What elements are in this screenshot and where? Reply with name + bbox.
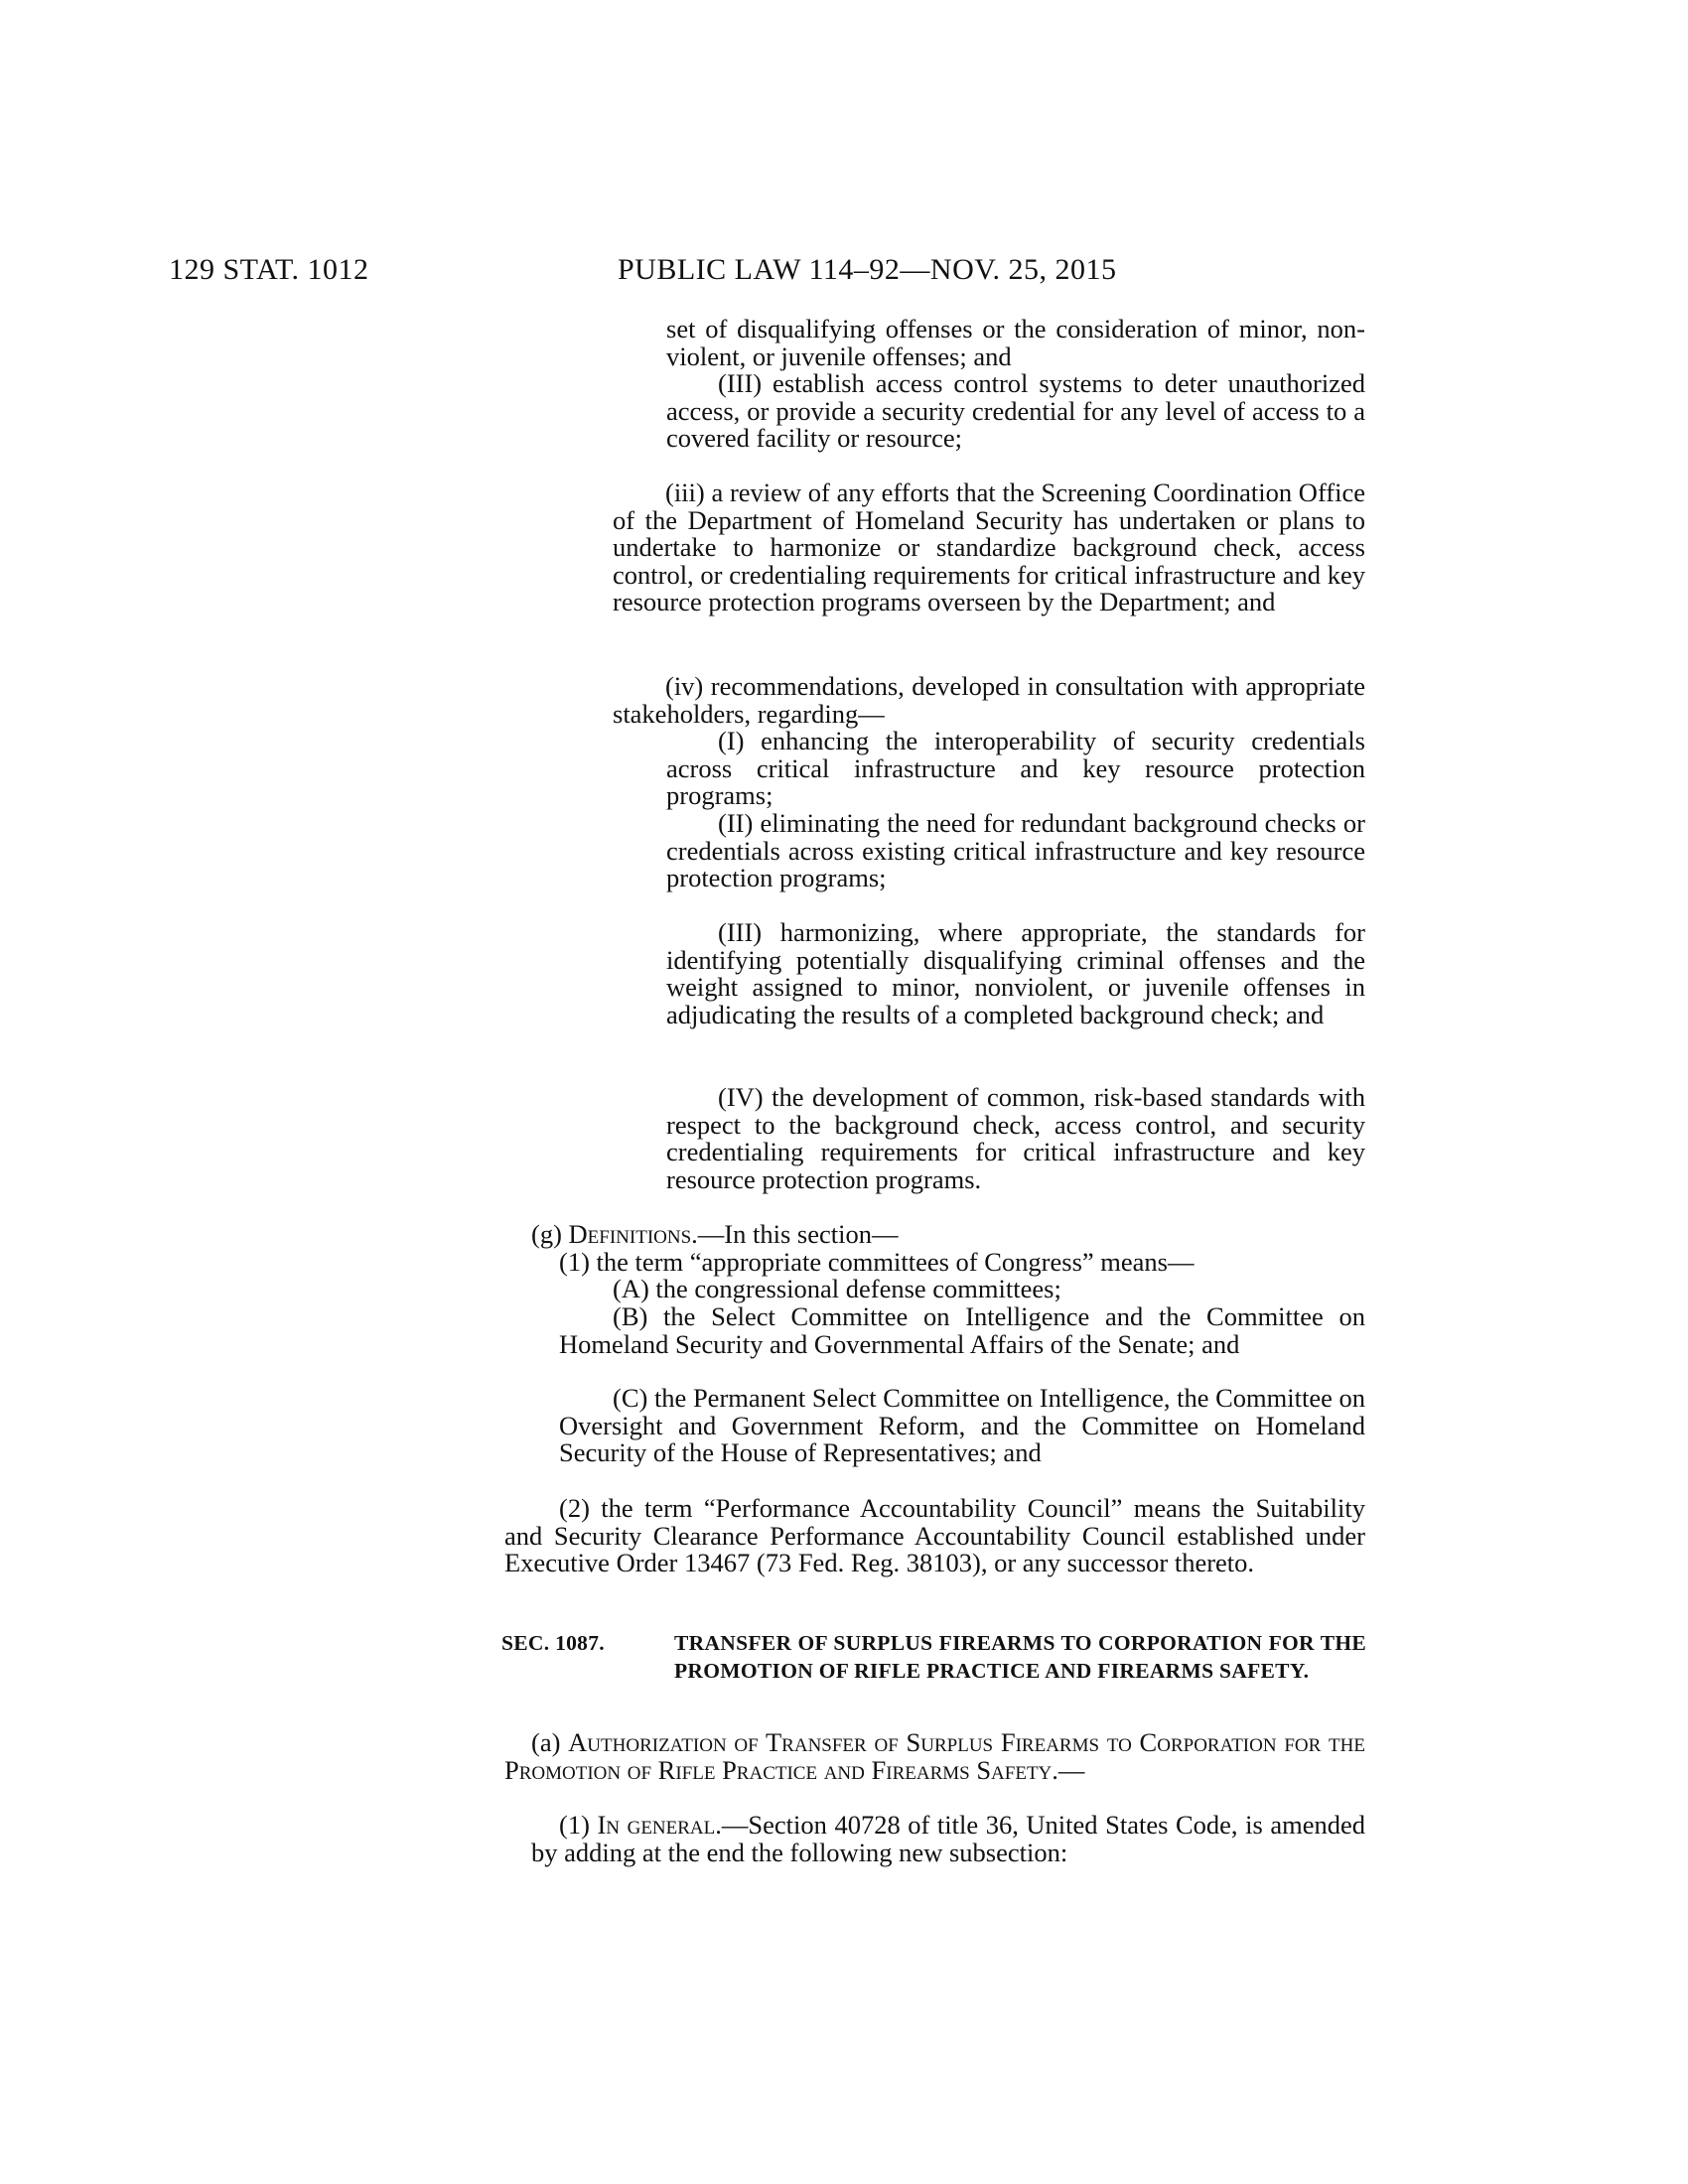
- page-reference: 129 STAT. 1012: [169, 253, 369, 286]
- paragraph-a-1-label: (1): [559, 1810, 598, 1840]
- subsection-a: [504, 1729, 1365, 1784]
- definition-1-a: (A) the congressional defense committees;: [613, 1274, 1061, 1303]
- subsection-g-label: (g): [531, 1219, 569, 1249]
- paragraph-a-1-heading: In general: [597, 1810, 716, 1840]
- paragraph-a-1-text: .—Section 40728 of title 36, United States Code, is amended by adding at the end the following new subsection:: [531, 1810, 1366, 1867]
- paragraph-clause-iii: (III) harmonizing, where appropriate, the standards for identifying potentially disqualifying criminal offenses and the weight assigned to minor, nonviolent, or juvenile offenses in adjudicating the results of a completed background check; and: [666, 917, 1365, 1029]
- subsection-g-heading: Definitions: [568, 1219, 692, 1249]
- paragraph-continuation: set of disqualifying offenses or the consideration of minor, non-violent, or juvenile offenses; and: [666, 314, 1365, 371]
- law-title: PUBLIC LAW 114–92—NOV. 25, 2015: [618, 253, 1117, 286]
- subsection-g-text: .—In this section—: [691, 1219, 899, 1249]
- subsection-a-text: .—: [1052, 1754, 1085, 1785]
- definition-1-c: (C) the Permanent Select Committee on Intelligence, the Committee on Oversight and Government Reform, and the Committee on Homeland Security of the House of Representatives; and: [559, 1383, 1365, 1468]
- subsection-g: [504, 1221, 1365, 1249]
- paragraph-clause-i: (I) enhancing the interoperability of security credentials across critical infrastructure and key resource protection programs;: [666, 726, 1365, 811]
- definition-2: (2) the term “Performance Accountability Council” means the Suitability and Security Clearance Performance Accountability Council established under Executive Order 13467 (73 Fed. Reg. 38103), or any successor thereto.: [504, 1493, 1365, 1578]
- subsection-a-heading: Authorization of Transfer of Surplus Firearms to Corporation for the Promotion of Rifle Practice and Firearms Safety: [504, 1727, 1365, 1785]
- paragraph-clause-iii-access: (III) establish access control systems to deter unauthorized access, or provide a security credential for any level of access to a covered facility or resource;: [666, 368, 1365, 454]
- subsection-a-label: (a): [531, 1727, 569, 1757]
- running-header: [0, 250, 1688, 290]
- paragraph-item-iii: (iii) a review of any efforts that the Screening Coordination Office of the Department of Homeland Security has undertaken or plans to undertake to harmonize or standardize background check, access control, or credentialing requirements for critical infrastructure and key resource protection programs overseen by the Department; and: [613, 478, 1365, 617]
- section-title: TRANSFER OF SURPLUS FIREARMS TO CORPORATION FOR THE PROMOTION OF RIFLE PRACTICE AND FIREARMS SAFETY.: [674, 1631, 1366, 1683]
- paragraph-item-iv: (iv) recommendations, developed in consultation with appropriate stakeholders, regarding—: [613, 671, 1365, 729]
- definition-1: (1) the term “appropriate committees of Congress” means—: [559, 1247, 1195, 1277]
- definition-1-b: (B) the Select Committee on Intelligence and the Committee on Homeland Security and Governmental Affairs of the Senate; and: [559, 1301, 1365, 1359]
- section-number: SEC. 1087.: [501, 1631, 605, 1655]
- paragraph-a-1: [504, 1812, 1365, 1866]
- paragraph-clause-ii: (II) eliminating the need for redundant background checks or credentials across existing critical infrastructure and key resource protection programs;: [666, 808, 1365, 893]
- paragraph-clause-iv: (IV) the development of common, risk-based standards with respect to the background check, access control, and security credentialing requirements for critical infrastructure and key resource protection programs.: [666, 1082, 1365, 1194]
